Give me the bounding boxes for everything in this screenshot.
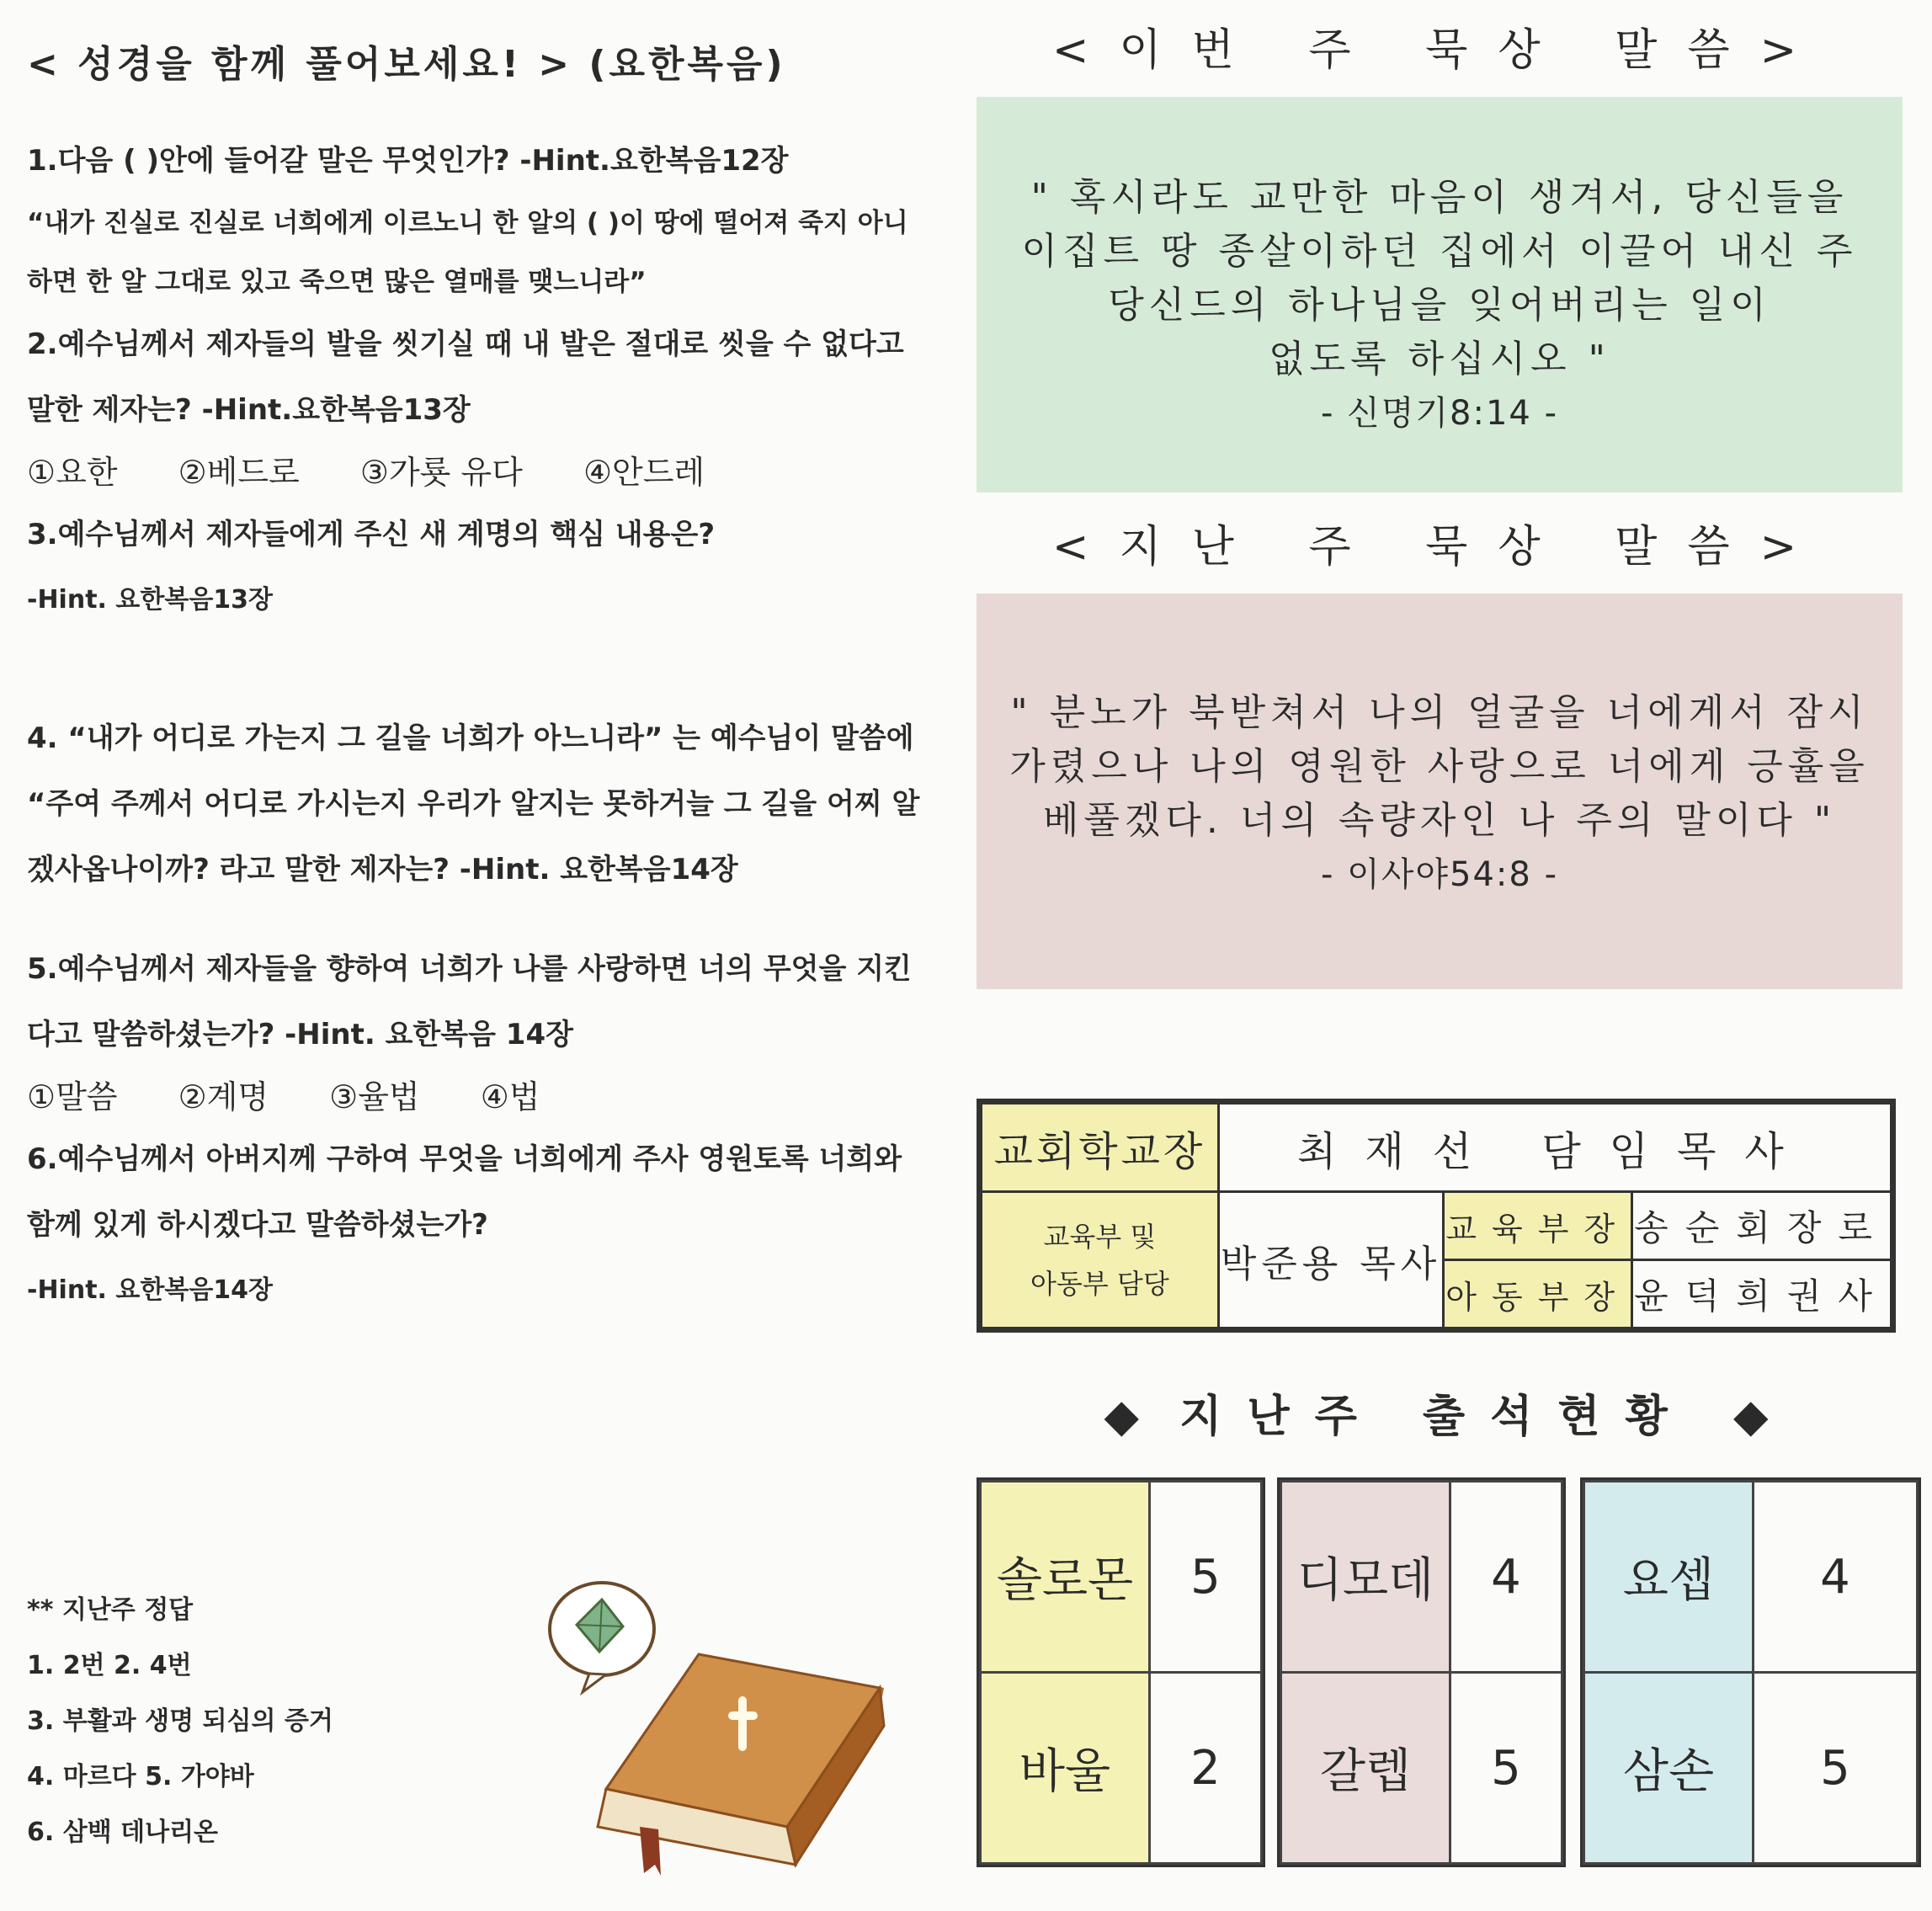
question-3-text: 3.예수님께서 제자들에게 주신 새 계명의 핵심 내용은?: [27, 518, 716, 551]
child-head-value: 윤덕희권사: [1632, 1260, 1892, 1328]
answers-title: ** 지난주 정답: [27, 1595, 194, 1625]
verse-reference: - 신명기8:14 -: [1320, 394, 1559, 433]
answer-line: 3. 부활과 생명 되심의 증거: [27, 1706, 333, 1736]
edu-label-line: 교육부 및: [1043, 1220, 1157, 1253]
option: ②계명: [178, 1078, 269, 1115]
last-week-heading: <지난 주 묵상 말씀>: [1051, 522, 1828, 572]
question-5: [27, 936, 928, 1126]
question-2-text: 2.예수님께서 제자들의 발을 씻기실 때 내 발은 절대로 씻을 수 없다고 말한 제자는? -Hint.요한복음13장: [27, 327, 904, 427]
answer-line: 1. 2번 2. 4번: [27, 1651, 192, 1680]
class-name: 바울: [981, 1673, 1150, 1864]
class-name: 요셉: [1584, 1482, 1754, 1673]
dept-head-value: 송순회장로: [1632, 1192, 1892, 1260]
question-5-options: [27, 1067, 928, 1126]
this-week-heading: <이번 주 묵상 말씀>: [1051, 25, 1828, 76]
class-count: 5: [1450, 1673, 1562, 1864]
class-name: 삼손: [1584, 1673, 1754, 1864]
attendance-group: [1580, 1477, 1921, 1867]
option: ①말씀: [27, 1078, 118, 1115]
question-1-quote: “내가 진실로 진실로 너희에게 이르노니 한 알의 ( )이 땅에 떨어져 죽지 아니하면 한 알 그대로 있고 죽으면 많은 열매를 맺느니라”: [27, 208, 908, 297]
diamond-icon: ◆: [1732, 1389, 1769, 1442]
question-1: [27, 128, 928, 311]
option: ③가룟 유다: [359, 454, 523, 491]
option: ①요한: [27, 454, 118, 491]
dept-head-label: 교육부장: [1444, 1192, 1632, 1260]
quiz-title: < 성경을 함께 풀어보세요! > (요한복음): [27, 43, 786, 86]
verse-line: 이집트 땅 종살이하던 집에서 이끌어 내신 주: [1021, 230, 1858, 273]
verse-reference: - 이사야54:8 -: [1320, 855, 1559, 894]
question-6-text: 6.예수님께서 아버지께 구하여 무엇을 너희에게 주사 영원토록 너희와 함께 있게 하시겠다고 말씀하셨는가?: [27, 1142, 902, 1242]
class-count: 4: [1450, 1482, 1562, 1673]
class-count: 4: [1754, 1482, 1918, 1673]
verse-line: 당신드의 하나님을 잊어버리는 일이: [1108, 284, 1771, 327]
quiz-section: [27, 34, 928, 1323]
principal-label: 교회학교장: [982, 1104, 1219, 1192]
diamond-icon: ◆: [1104, 1389, 1140, 1442]
option: ③율법: [329, 1078, 420, 1115]
attendance-group: [1277, 1477, 1566, 1867]
last-week-answers: [27, 1583, 498, 1860]
option: ④안드레: [583, 454, 705, 491]
attendance-group: [977, 1477, 1265, 1867]
question-2-options: [27, 443, 928, 502]
child-head-label: 아동부장: [1444, 1260, 1632, 1328]
option: ②베드로: [178, 454, 300, 491]
class-count: 2: [1150, 1673, 1262, 1864]
verse-line: 베풀겠다. 너의 속량자인 나 주의 말이다 ": [1042, 799, 1837, 842]
question-2: [27, 311, 928, 502]
bible-icon: [505, 1574, 892, 1877]
answer-line: 4. 마르다 5. 가야바: [27, 1762, 254, 1791]
verse-line: " 분노가 북받쳐서 나의 얼굴을 너에게서 잠시: [1010, 691, 1869, 734]
question-6: [27, 1126, 928, 1323]
verse-line: 가렸으나 나의 영원한 사랑으로 너에게 긍휼을: [1009, 745, 1870, 788]
verse-line: " 혹시라도 교만한 마음이 생겨서, 당신들을: [1030, 176, 1849, 219]
verse-line: 없도록 하십시오 ": [1269, 338, 1610, 381]
question-1-text: 1.다음 ( )안에 들어갈 말은 무엇인가? -Hint.요한복음12장: [27, 144, 789, 178]
class-count: 5: [1150, 1482, 1262, 1673]
question-3-hint: -Hint. 요한복음13장: [27, 585, 274, 615]
question-3: [27, 502, 928, 633]
staff-table: [977, 1099, 1896, 1333]
attendance-heading: [977, 1381, 1896, 1444]
class-name: 솔로몬: [981, 1482, 1150, 1673]
attendance-title: 지난주 출석현황: [1179, 1392, 1693, 1442]
class-name: 갈렙: [1281, 1673, 1450, 1864]
this-week-verse: [977, 97, 1903, 492]
last-week-verse: [977, 594, 1903, 989]
option: ④법: [480, 1078, 540, 1115]
edu-label: [982, 1192, 1219, 1328]
right-column: [977, 0, 1903, 989]
question-4: [27, 705, 928, 902]
principal-value: 최재선 담임목사: [1218, 1104, 1891, 1192]
question-6-hint: -Hint. 요한복음14장: [27, 1275, 274, 1305]
answer-line: 6. 삼백 데나리온: [27, 1818, 219, 1847]
edu-label-line: 아동부 담당: [1030, 1267, 1169, 1300]
question-5-text: 5.예수님께서 제자들을 향하여 너희가 나를 사랑하면 너의 무엇을 지킨다고 말씀하셨는가? -Hint. 요한복음 14장: [27, 952, 912, 1051]
class-count: 5: [1754, 1673, 1918, 1864]
class-name: 디모데: [1281, 1482, 1450, 1673]
question-4-text: 4. “내가 어디로 가는지 그 길을 너희가 아느니라” 는 예수님이 말씀에 “주여 주께서 어디로 가시는지 우리가 알지는 못하거늘 그 길을 어찌 알겠사옵나이까? 라고 말한 제자는? -Hint. 요한복음14장: [27, 721, 920, 886]
edu-value: 박준용 목사: [1218, 1192, 1444, 1328]
